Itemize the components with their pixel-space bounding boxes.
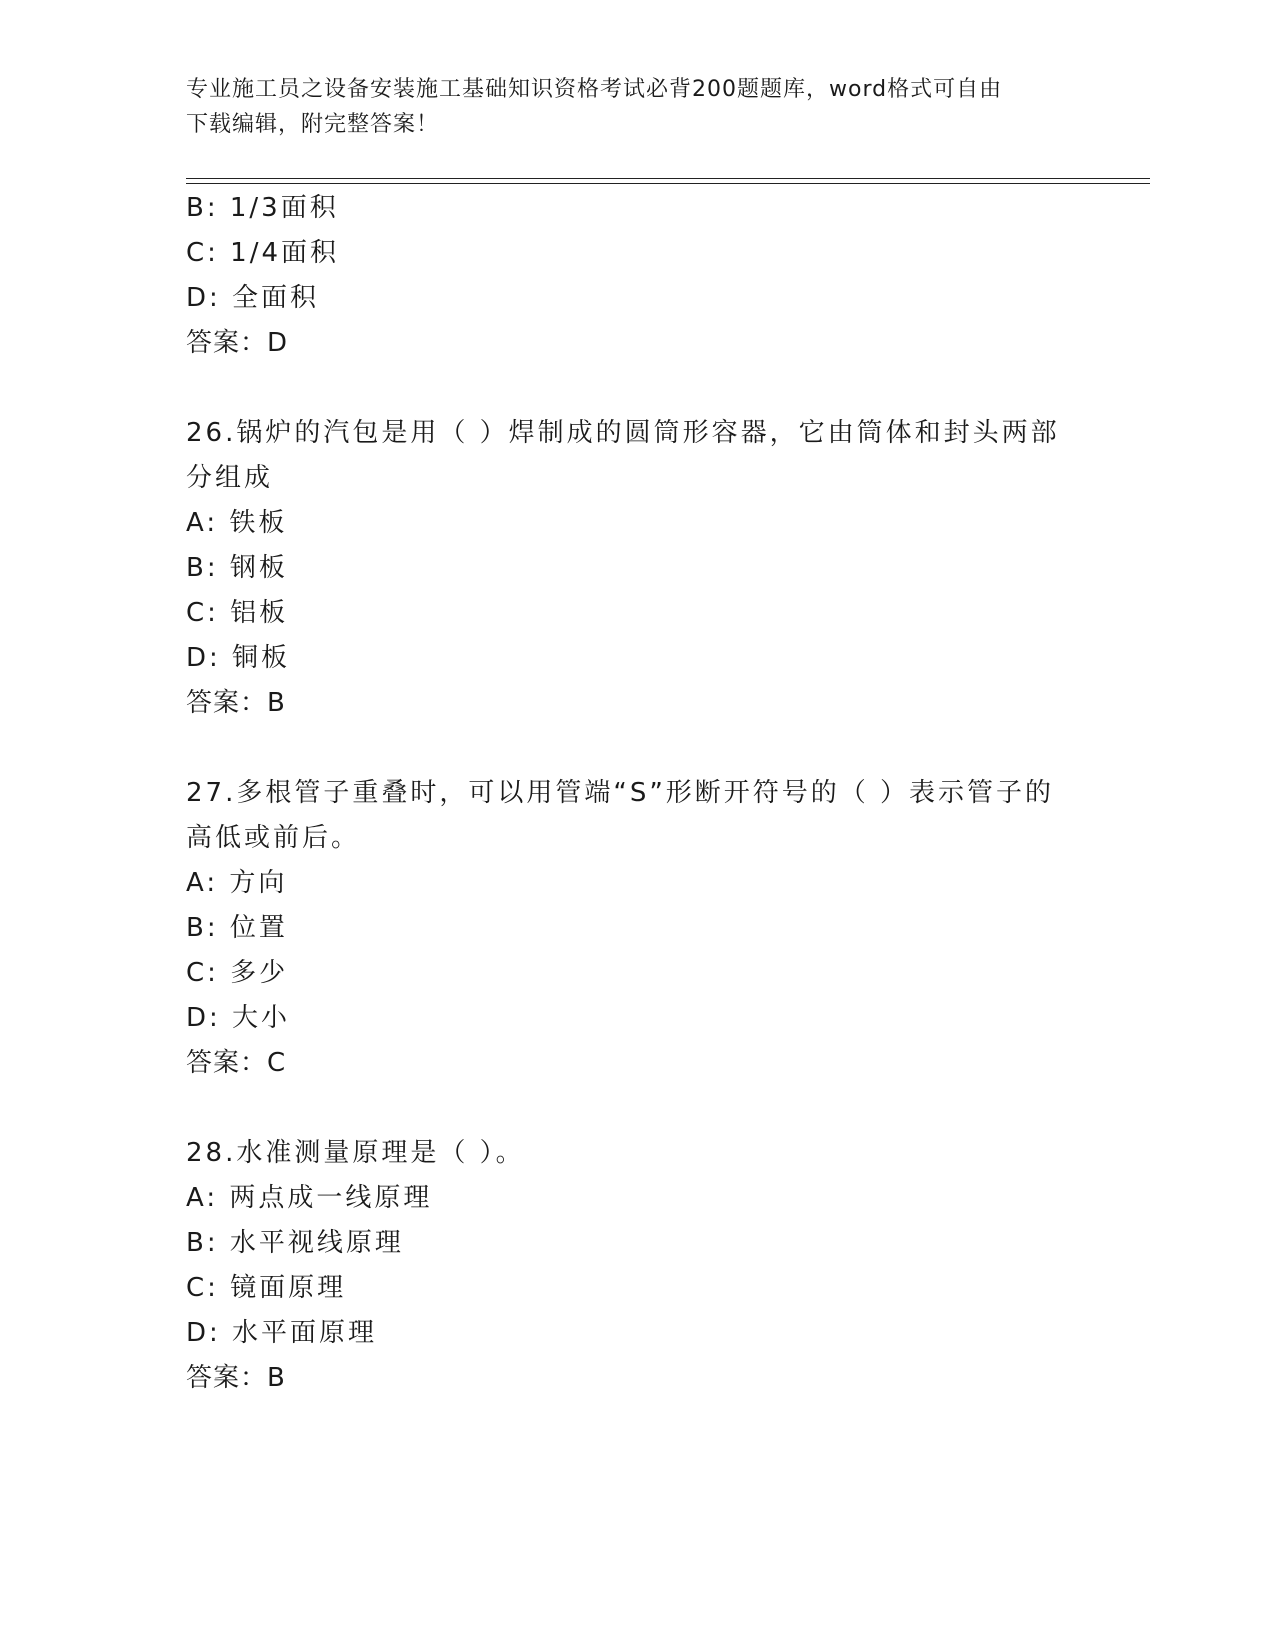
q27-stem-line-2: 高低或前后。 <box>186 823 361 853</box>
header-line-1: 专业施工员之设备安装施工基础知识资格考试必背200题题库，word格式可自由 <box>186 77 1003 102</box>
q26-option-b: B: 钢板 <box>186 553 288 583</box>
q26-answer: 答案：B <box>186 688 286 718</box>
q27-option-a: A: 方向 <box>186 868 288 898</box>
q26-option-a: A: 铁板 <box>186 508 288 538</box>
q27-option-b: B: 位置 <box>186 913 288 943</box>
q26-stem-line-1: 26.锅炉的汽包是用（ ）焊制成的圆筒形容器，它由筒体和封头两部 <box>186 418 1060 448</box>
q27-option-d: D: 大小 <box>186 1003 291 1033</box>
q28-option-a: A: 两点成一线原理 <box>186 1183 433 1213</box>
document-header <box>186 72 1076 142</box>
q28-stem-line-1: 28.水准测量原理是（ ）。 <box>186 1138 525 1168</box>
q25-option-d: D: 全面积 <box>186 283 320 313</box>
q28-option-b: B: 水平视线原理 <box>186 1228 404 1258</box>
q26-option-c: C: 铝板 <box>186 598 289 628</box>
header-divider-bottom <box>186 183 1150 184</box>
q27-stem-line-1: 27.多根管子重叠时，可以用管端“S”形断开符号的（ ）表示管子的 <box>186 778 1055 808</box>
q25-option-b: B: 1/3面积 <box>186 193 339 223</box>
q28-option-d: D: 水平面原理 <box>186 1318 378 1348</box>
header-line-2: 下载编辑，附完整答案！ <box>186 112 440 137</box>
q25-answer: 答案：D <box>186 328 289 358</box>
q26-option-d: D: 铜板 <box>186 643 291 673</box>
header-divider-top <box>186 178 1150 179</box>
q28-answer: 答案：B <box>186 1363 286 1393</box>
q27-option-c: C: 多少 <box>186 958 289 988</box>
q28-option-c: C: 镜面原理 <box>186 1273 347 1303</box>
q27-answer: 答案：C <box>186 1048 287 1078</box>
q26-stem-line-2: 分组成 <box>186 463 274 493</box>
q25-option-c: C: 1/4面积 <box>186 238 340 268</box>
